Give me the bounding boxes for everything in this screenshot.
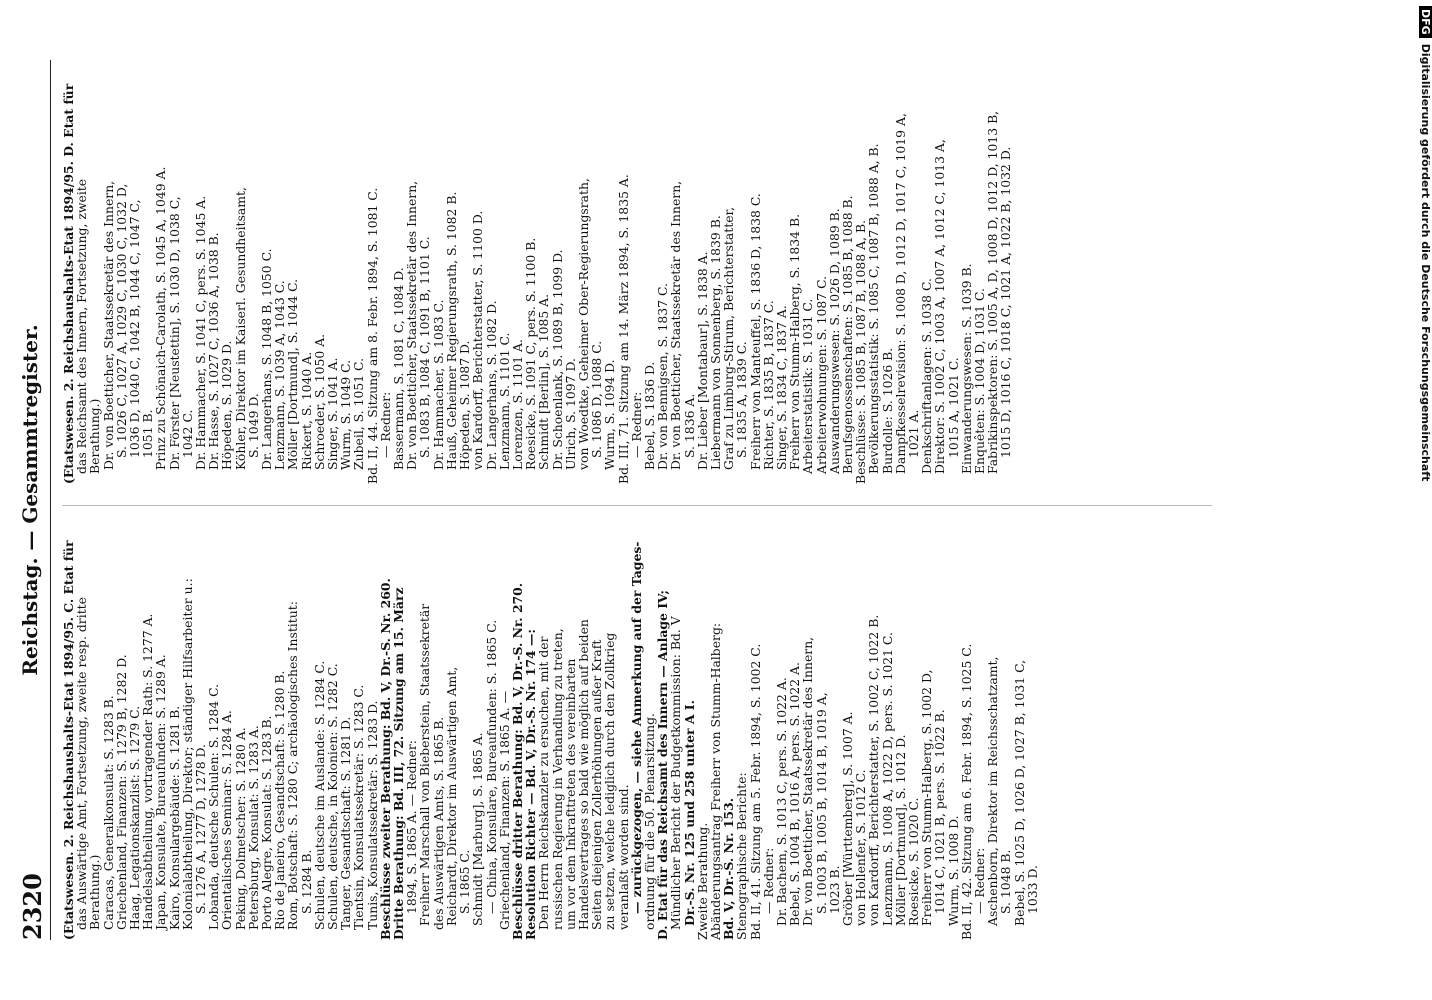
index-line: 1033 D. [1024,865,1040,914]
index-line: (Etatswesen. 2. Reichshaushalts-Etat 1894/95. C. Etat für [61,540,76,940]
index-line: ordnung für die 50. Plenarsitzung. [641,713,657,930]
index-line: 1023 B. [826,865,842,914]
index-line: Lenzmann, S. 1008 A, 1022 D, pers. S. 1021 C. [879,632,895,926]
index-line: von Woedtke, Geheimer Ober-Regierungsrath, [575,178,591,470]
page-number: 2320 [18,873,47,940]
index-line: S. 1865 C. [457,849,473,914]
index-line: Dr. Langerhans, S. 1048 B, 1050 C. [259,248,275,470]
index-line: Dritte Berathung: Bd. III, 72. Sitzung am 15. März [391,587,407,940]
index-line: Handelsabtheilung, vortragender Rath: S. 1277 A. [140,613,156,930]
index-line: Handelsvertrages so bald wie möglich auf beiden [575,619,591,930]
index-line: Tientsin, Konsulatssekretär: S. 1283 C. [351,684,367,930]
index-line: Den Herrn Reichskanzler zu ersuchen, mit der [536,636,552,930]
index-line: S. 1003 B, 1005 B, 1014 B, 1019 A, [813,692,829,914]
index-line: Dr. von Boetticher, Staatssekretär des Innern, [100,180,116,470]
index-line: Denkschriftanlagen: S. 1038 C. [919,278,935,474]
index-line: veranlaßt worden sind. [615,784,631,930]
index-line: Bassermann, S. 1081 C, 1084 D. [391,267,407,470]
index-line: Dr. von Boetticher, Staatssekretär des Innern, [404,180,420,470]
index-line: 1042 C. [179,409,195,458]
index-line: Dr. Hammacher, S. 1041 C, pers. S. 1045 A. [193,195,209,470]
credit-text: Digitalisierung gefördert durch die Deutsche Forschungsgemeinschaft [1419,43,1432,482]
page-header [16,60,51,940]
index-line: Bd. III, 71. Sitzung am 14. März 1894, S. 1835 A. [615,174,631,484]
index-line: Höpeden, S. 1029 D. [219,340,235,470]
index-line: Fabrikinspektoren: S. 1005 A, D, 1008 D, 1012 D, 1013 B, [985,110,1001,474]
index-line: Roesicke, S. 1020 C. [906,797,921,926]
index-line: S. 1284 B. [298,849,314,914]
index-line: Singer, S. 1041 A. [325,357,341,470]
index-line: Lobanda, deutsche Schulen: S. 1284 C. [206,683,222,930]
left-column [62,528,1039,940]
index-line: Dr.-S. Nr. 125 und 258 unter A I. [681,700,697,926]
right-column [62,72,1013,484]
index-line: Porto Alegre, Konsulat: S. 1283 B. [259,715,275,930]
index-line: Direktor: S. 1002 C, 1003 A, 1007 A, 1012 C, 1013 A, [932,139,948,474]
index-line: von Hollenfer, S. 1012 C. [853,769,869,926]
index-line: Rom, Botschaft: S. 1280 C; archäologisches Institut: [285,601,301,930]
index-line: Köhler, Direktor im Kaiserl. Gesundheitsamt, [232,187,248,470]
index-line: S. 1048 B. [998,849,1014,914]
index-line: S. 1086 D, 1088 C. [589,340,605,458]
column-divider [62,505,1212,506]
index-line: Bebel, S. 1025 D, 1026 D, 1027 B, 1031 C, [1011,659,1027,926]
index-line: Mündlicher Bericht der Budgetkommission: Bd. V [668,616,684,930]
index-line: Bd. II, 42. Sitzung am 6. Febr. 1894, S. 1025 C. [958,643,974,940]
index-line: Bevölkerungsstatistik: S. 1085 C, 1087 B, 1088 A, B. [866,143,882,474]
index-line: Rio de Janeiro, Gesandtschaft: S. 1280 B. [272,670,288,930]
index-line: Hauß, Geheimer Regierungsrath, S. 1082 B. [443,191,459,470]
index-line: Schulen, deutsche, in Kolonien: S. 1282 C. [325,663,341,930]
index-line: Dr. Schoenlank, S. 1089 B, 1099 D. [549,249,565,470]
index-line: Resolution Richter — Bd. V, Dr.-S. Nr. 174 —: [523,629,539,940]
index-line: D. Etat für das Reichsamt des Innern — Anlage IV; [655,590,671,940]
index-line: Peking, Dolmetscher: S. 1280 A. [232,727,248,930]
index-line: S. 1836 A. [681,393,697,458]
index-line: Tunis, Konsulatssekretär: S. 1283 D. [364,700,380,930]
index-line: Lenzmann, S. 1039 A, 1043 C. [272,280,288,470]
index-line: Prinz zu Schönaich-Carolath, S. 1045 A, 1049 A. [153,166,169,470]
index-line: Wurm, S. 1049 C. [338,359,354,470]
index-line: Stenographische Berichte: [734,772,750,940]
index-line: Dr. Langerhans, S. 1082 D. [483,300,499,470]
index-line: von Kardorff, Berichterstatter, S. 1002 C, 1022 B. [866,614,882,926]
index-line: Bd. II, 44. Sitzung am 8. Febr. 1894, S. 1081 C. [364,187,380,484]
index-line: Wurm, S. 1008 D. [945,815,961,926]
index-line: Kolonialabtheilung, Direktor; ständiger Hilfsarbeiter u.: [179,578,195,930]
index-line: Berathung.) [87,854,103,930]
index-line: Enquêten: S. 1004 D, 1031 C. [972,288,988,474]
index-line: zu setzen, welche lediglich durch den Zollkrieg [602,632,618,930]
index-line: Schmidt [Marburg], S. 1865 A. [470,732,486,926]
index-line: Berathung.) [87,398,103,474]
index-line: — zurückgezogen, — siehe Anmerkung auf der Tages- [628,541,644,914]
index-line: Auswanderungswesen: S. 1026 D, 1089 B. [826,208,842,474]
index-line: Wurm, S. 1094 D. [602,359,618,470]
index-line: des Auswärtigen Amts, S. 1865 B. [430,716,446,930]
index-line: Orientalisches Seminar: S. 1284 A. [219,710,235,930]
index-line: das Reichsamt des Innern, Fortsetzung, zweite [74,178,90,474]
index-line: Richter, S. 1835 B, 1837 C. [760,300,776,470]
index-line: Japan, Konsulate, Bureaufunden: S. 1289 A. [153,654,169,930]
index-line: S. 1276 A, 1277 D, 1278 D. [193,744,209,914]
index-line: Abänderungsantrag Freiherr von Stumm-Halberg: [707,622,723,940]
index-line: Schroeder, S. 1050 A. [311,333,327,470]
index-line: Dr. Bachem, S. 1013 C, pers. S. 1022 A. [773,677,789,926]
index-line: Zweite Berathung. [694,822,710,940]
index-line: Rickert, S. 1040 A. [298,351,314,470]
index-line: Höpeden, S. 1087 D. [457,340,473,470]
index-line: Freiherr von Stumm-Halberg, S. 1002 D, [919,669,935,926]
index-line: Liebermann von Sonnenberg, S. 1839 B. [707,215,723,470]
index-line: 1014 C, 1021 B, pers. S. 1022 B. [932,709,948,914]
index-line: S. 1083 B, 1084 C, 1091 B, 1101 C. [417,236,433,458]
index-line: Tanger, Gesandtschaft: S. 1281 D. [338,716,354,930]
index-line: Möller [Dortmund], S. 1044 C. [285,278,301,470]
index-line: Gröber [Württemberg], S. 1007 A. [839,711,855,926]
index-line: von Kardorff, Berichterstatter, S. 1100 D. [470,210,486,470]
index-line: Beschlüsse: S. 1085 B, 1087 B, 1088 A, B. [853,220,869,484]
index-line: Dr. Lieber [Montabaur], S. 1838 A. [694,251,710,470]
index-line: Caracas, Generalkonsulat: S. 1283 B. [100,695,116,930]
index-line: Griechenland, Finanzen: S. 1279 B, 1282 D. [113,654,129,930]
index-line: Dr. von Boetticher, Staatssekretär des Innern, [800,636,816,926]
index-line: Petersburg, Konsulat: S. 1283 A. [245,725,261,930]
index-line: das Auswärtige Amt, Fortsetzung, zweite resp. dritte [74,597,90,930]
index-line: Burdolle: S. 1026 B. [879,347,895,474]
index-line: 1894, S. 1865 A. — Redner: [404,740,420,914]
index-line: russischen Regierung in Verhandlung zu treten, [549,628,565,930]
index-line: Lorenzen, S. 1101 A. [509,339,525,470]
index-line: Berufsgenossenschaften: S. 1085 B, 1088 B. [839,195,855,474]
index-line: Freiherr Marschall von Bieberstein, Staatssekretär [417,603,433,926]
index-line: Schulen, deutsche im Auslande: S. 1284 C. [311,660,327,930]
index-line: 1021 A. [906,409,921,458]
index-line: — Redner: [760,847,776,914]
index-line: Aschenborn, Direktor im Reichsschatzamt, [985,656,1001,926]
index-line: Einwanderungswesen: S. 1039 B. [958,263,974,474]
index-line: Beschlüsse zweiter Berathung: Bd. V, Dr.-S. Nr. 260. [377,578,393,940]
index-line: Arbeiterstatistik: S. 1031 C. [800,298,816,474]
index-line: Arbeiterwohnungen: S. 1087 C. [813,275,829,474]
index-line: S. 1049 D. [245,393,261,458]
index-line: — Redner: [972,847,988,914]
index-line: Reichardt, Direktor im Auswärtigen Amt, [443,666,459,926]
index-line: Haag, Legationskanzlist: S. 1279 C. [127,705,143,930]
index-line: Freiherr von Manteuffel, S. 1836 D, 1838 C. [747,193,763,470]
index-line: Dr. von Bennigsen, S. 1837 C. [655,283,671,470]
index-line: 1015 A, 1021 C. [945,357,961,458]
index-line: Singer, S. 1834 C, 1837 A. [773,305,789,470]
index-line: Dr. Hasse, S. 1027 C, 1036 A, 1038 B. [206,232,222,470]
index-line: Roesicke, S. 1091 C, pers. S. 1100 B. [523,237,539,470]
index-line: — China, Konsulare, Bureaufunden: S. 1865 C. [483,619,499,914]
index-line: Dr. Förster [Neustettin], S. 1030 D, 1038 C, [166,196,182,470]
running-title: Reichstag. — Gesammtregister. [18,324,42,676]
index-line: Zubeil, S. 1051 C. [351,357,367,470]
index-line: — Redner: [628,391,644,458]
index-line: Graf zu Limburg-Stirum, Berichterstatter, [721,206,737,470]
index-line: Schmidt [Berlin], S. 1085 A. [536,293,552,470]
index-line: Dr. von Boetticher, Staatssekretär des Innern, [668,180,684,470]
index-line: Kairo, Konsulargebäude: S. 1281 B. [166,705,182,930]
index-line: 1051 B. [140,409,156,458]
index-line: 1015 D, 1016 C, 1018 C, 1021 A, 1022 B, 1032 D. [998,146,1014,458]
index-line: — Redner: [377,391,393,458]
index-line: 1036 D, 1040 C, 1042 B, 1044 C, 1047 C, [127,199,143,458]
index-line: Dr. Hammacher, S. 1083 C. [430,299,446,470]
index-line: um vor dem Inkrafttreten des vereinbarten [562,658,578,930]
index-line: Bebel, S. 1836 D. [641,361,657,470]
index-line: Möller [Dortmund], S. 1012 D. [892,734,908,926]
index-line: S. 1835 A, 1839 C. [734,341,750,458]
index-line: Freiherr von Stumm-Halberg, S. 1834 B. [787,213,803,470]
index-line: Griechenland, Finanzen: S. 1865 A. — [496,691,512,930]
index-line: Seiten diejenigen Zollerhöhungen außer Kraft [589,639,605,930]
index-line: Bd. V, Dr.-S. Nr. 153. [721,797,737,940]
index-line: Dampfkesselrevision: S. 1008 D, 1012 D, 1017 C, 1019 A, [892,113,908,474]
index-line: Ulrich, S. 1097 D. [562,358,578,470]
index-line: Bd. II, 41. Sitzung am 5. Febr. 1894, S. 1002 C. [747,643,763,940]
index-line: Beschlüsse dritter Berathung: Bd. V, Dr.-S. Nr. 270. [509,582,525,940]
index-line: (Etatswesen. 2. Reichshaushalts-Etat 1894/95. D. Etat für [61,83,76,484]
digitization-credit [1412,6,1432,996]
dfg-logo: DFG [1419,6,1432,38]
index-line: Bebel, S. 1004 B, 1016 A, pers. S. 1022 A. [787,662,803,926]
index-line: Lenzmann, S. 1101 C. [496,332,512,470]
index-line: S. 1026 C, 1027 A, 1029 C, 1030 C, 1032 D, [113,183,129,458]
